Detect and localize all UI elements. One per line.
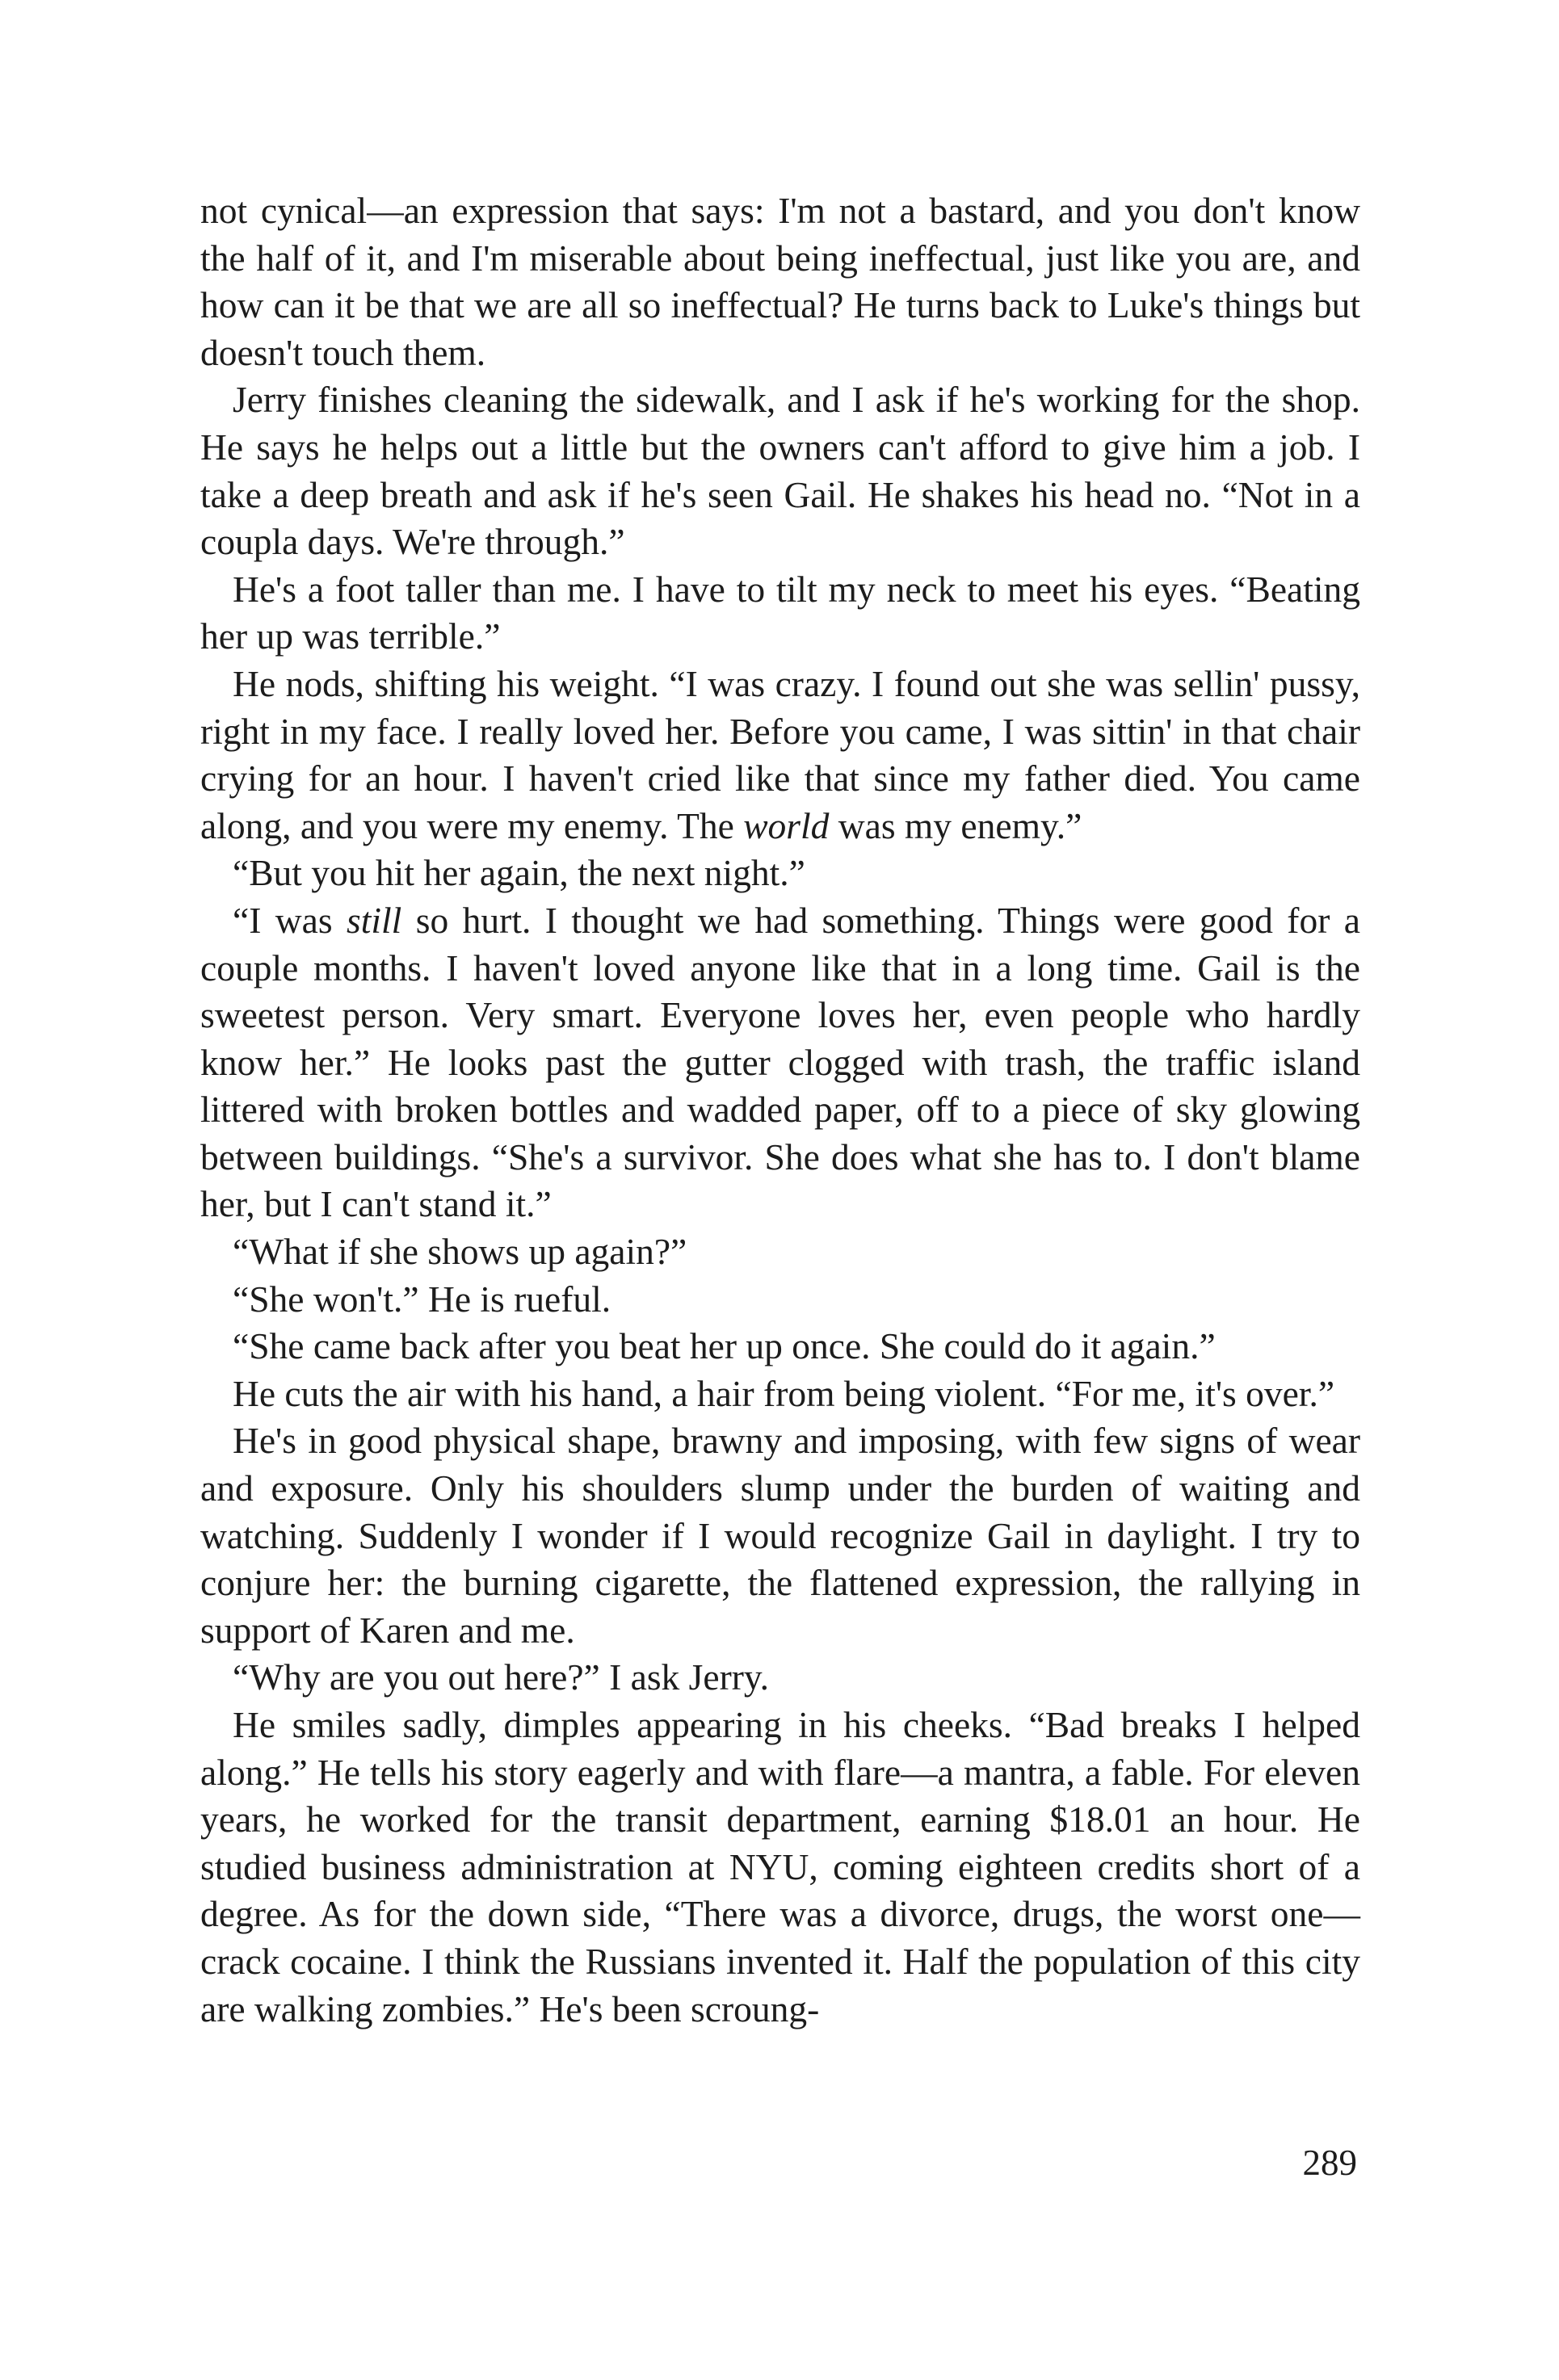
paragraph: “Why are you out here?” I ask Jerry. bbox=[233, 1656, 770, 1698]
paragraph: He smiles sadly, dimples appearing in his cheeks. “Bad breaks I helped along.” He tells his story eagerly and with flare—a mantra, a fable. For eleven years, he worked for the transit department, earning $18.01 an hour. He studied business administration at NYU, coming eighteen credits short of a degree. As for the down side, “There was a divorce, drugs, the worst one—crack cocaine. I think the Russians invented it. Half the population of this city are walking zombies.” He's been scroung- bbox=[200, 1704, 1360, 2030]
body-text bbox=[200, 187, 1360, 2033]
emphasis: world bbox=[743, 804, 830, 846]
paragraph: He's a foot taller than me. I have to tilt my neck to meet his eyes. “Beating her up was terrible.” bbox=[200, 568, 1360, 657]
page-content bbox=[200, 187, 1360, 2033]
emphasis: still bbox=[347, 899, 402, 941]
page-number: 289 bbox=[1302, 2143, 1357, 2183]
paragraph: “I was still so hurt. I thought we had something. Things were good for a couple months. I haven't loved anyone like that in a long time. Gail is the sweetest person. Very smart. Everyone loves her, even people who hardly know her.” He looks past the gutter clogged with trash, the traffic island littered with broken bottles and wadded paper, off to a piece of sky glowing between buildings. “She's a survivor. She does what she has to. I don't blame her, but I can't stand it.” bbox=[200, 899, 1361, 1225]
paragraph: not cynical—an expression that says: I'm not a bastard, and you don't know the half of it, and I'm miserable about being ineffectual, just like you are, and how can it be that we are all so ineffectual? He turns back to Luke's things but doesn't touch them. bbox=[200, 190, 1360, 373]
paragraph: “She won't.” He is rueful. bbox=[233, 1278, 611, 1320]
paragraph: “She came back after you beat her up once. She could do it again.” bbox=[233, 1325, 1216, 1367]
paragraph: He nods, shifting his weight. “I was crazy. I found out she was sellin' pussy, right in my face. I really loved her. Before you came, I was sittin' in that chair crying for an hour. I haven't cried like that since my father died. You came along, and you were my enemy. The world was my enemy.” bbox=[200, 662, 1360, 846]
paragraph: “But you hit her again, the next night.” bbox=[233, 852, 805, 894]
paragraph: “What if she shows up again?” bbox=[233, 1231, 687, 1273]
paragraph: Jerry finishes cleaning the sidewalk, and I ask if he's working for the shop. He says he helps out a little but the owners can't afford to give him a job. I take a deep breath and ask if he's seen Gail. He shakes his head no. “Not in a coupla days. We're through.” bbox=[200, 379, 1360, 563]
paragraph: He cuts the air with his hand, a hair from being violent. “For me, it's over.” bbox=[233, 1372, 1335, 1414]
paragraph: He's in good physical shape, brawny and imposing, with few signs of wear and exposure. Only his shoulders slump under the burden of waiting and watching. Suddenly I wonder if I would recognize Gail in daylight. I try to conjure her: the burning cigarette, the flattened expression, the rallying in support of Karen and me. bbox=[200, 1420, 1360, 1651]
